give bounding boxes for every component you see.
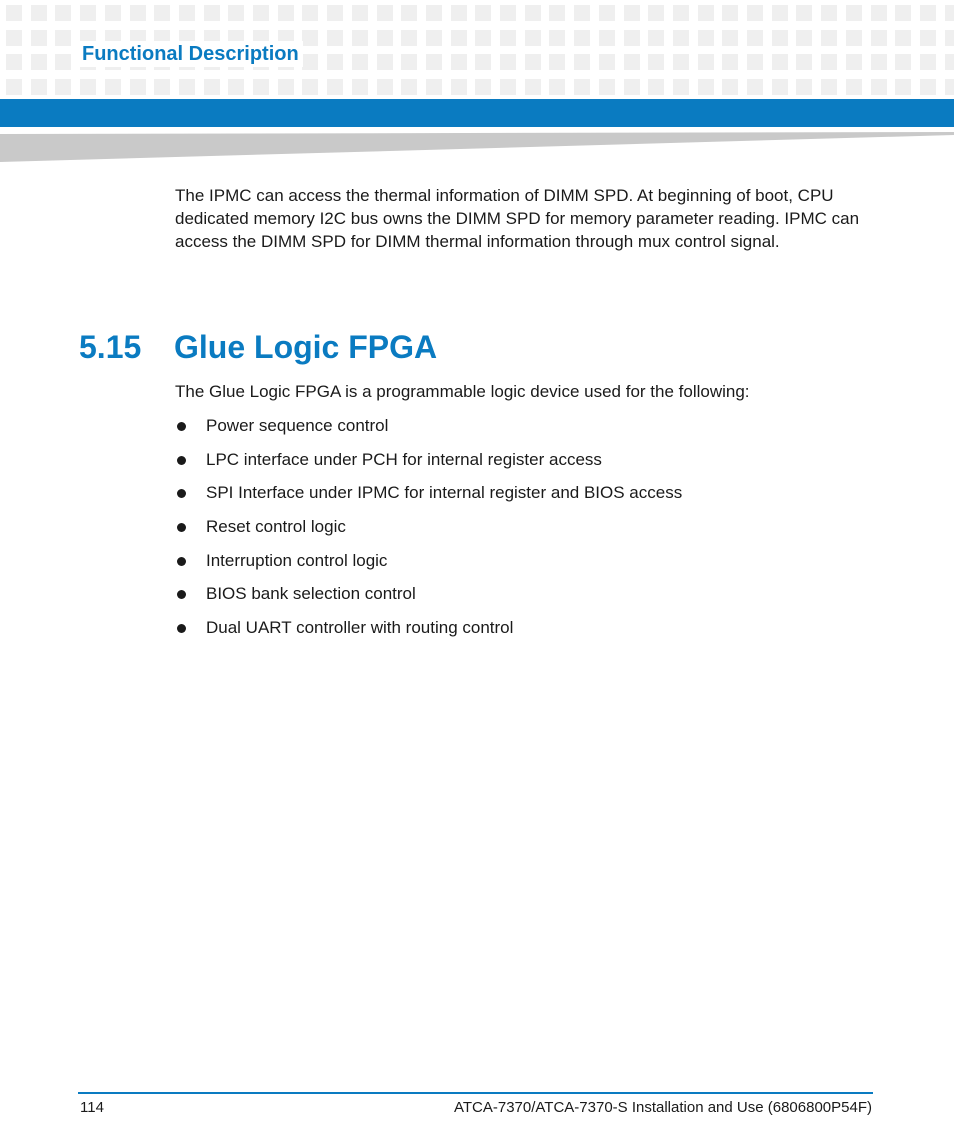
header-tile (698, 5, 714, 21)
header-blue-band (0, 99, 954, 127)
header-tile (6, 5, 22, 21)
header-tile (549, 79, 565, 95)
header-tile (426, 79, 442, 95)
header-tile (105, 79, 121, 95)
bullet-icon (177, 456, 186, 465)
header-tile (302, 30, 318, 46)
header-tile (525, 5, 541, 21)
header-tile (722, 79, 738, 95)
header-tile (130, 79, 146, 95)
header-tile (500, 79, 516, 95)
header-tile (772, 79, 788, 95)
header-tile (327, 79, 343, 95)
header-tile (55, 54, 71, 70)
header-tile (352, 54, 368, 70)
header-tile (31, 30, 47, 46)
header-tile (772, 5, 788, 21)
header-tile (698, 54, 714, 70)
header-tile (599, 54, 615, 70)
header-tile (475, 79, 491, 95)
header-tile (821, 30, 837, 46)
section-title: Functional Description (78, 41, 303, 67)
header-tile (574, 79, 590, 95)
header-tile (549, 30, 565, 46)
header-tile (747, 5, 763, 21)
header-tile (722, 5, 738, 21)
header-tile (228, 79, 244, 95)
header-tile (500, 54, 516, 70)
header-tile (204, 5, 220, 21)
header-tile (377, 5, 393, 21)
header-tile (673, 30, 689, 46)
list-item-text: Reset control logic (206, 517, 346, 537)
header-tile (302, 5, 318, 21)
header-tile (253, 79, 269, 95)
header-tile (599, 30, 615, 46)
heading-number: 5.15 (79, 329, 142, 365)
header-tile (945, 54, 954, 70)
page-number: 114 (80, 1099, 104, 1116)
header-tile (55, 5, 71, 21)
intro-text: The Glue Logic FPGA is a programmable logic device used for the following: (175, 382, 750, 401)
header-tile (401, 30, 417, 46)
header-tile (624, 54, 640, 70)
header-tile (895, 54, 911, 70)
header-tile (179, 79, 195, 95)
header-tile (648, 30, 664, 46)
header-tile (673, 5, 689, 21)
header-tile (549, 5, 565, 21)
footer-divider (78, 1092, 873, 1094)
header-tile (599, 79, 615, 95)
header-tile (253, 5, 269, 21)
header-tile (846, 79, 862, 95)
header-tile (105, 5, 121, 21)
header-tile (920, 54, 936, 70)
header-tile (722, 30, 738, 46)
header-tile (179, 5, 195, 21)
header-tile (327, 54, 343, 70)
header-tile (55, 30, 71, 46)
list-item-text: BIOS bank selection control (206, 584, 416, 604)
header-tile (624, 79, 640, 95)
header-tile (204, 79, 220, 95)
header-tile (722, 54, 738, 70)
list-item-text: Power sequence control (206, 416, 389, 435)
header-tile (698, 30, 714, 46)
bullet-icon (177, 557, 186, 566)
header-tile (327, 5, 343, 21)
header-tile (871, 30, 887, 46)
section-heading (79, 327, 437, 367)
header-tile (895, 79, 911, 95)
bullet-icon (177, 422, 186, 431)
header-tile (599, 5, 615, 21)
header-tile (574, 54, 590, 70)
header-tile (796, 5, 812, 21)
header-tile (673, 79, 689, 95)
header-tile (574, 30, 590, 46)
header-tile (624, 5, 640, 21)
header-tile (821, 5, 837, 21)
header-tile (871, 54, 887, 70)
header-tile (871, 79, 887, 95)
header-tile (525, 79, 541, 95)
header-tile (475, 30, 491, 46)
header-tile (31, 79, 47, 95)
header-tile (6, 79, 22, 95)
header-tile (895, 5, 911, 21)
header-tile (500, 5, 516, 21)
header-tile (574, 5, 590, 21)
header-tile (278, 79, 294, 95)
header-tile (31, 5, 47, 21)
header-tile (426, 54, 442, 70)
header-tile (6, 30, 22, 46)
header-tile (451, 5, 467, 21)
header-tile (945, 5, 954, 21)
header-tile (377, 30, 393, 46)
header-tile (525, 54, 541, 70)
header-tile (772, 30, 788, 46)
header-tile (426, 30, 442, 46)
list-item-text: Dual UART controller with routing control (206, 618, 514, 638)
header-tile (80, 5, 96, 21)
header-tile (648, 5, 664, 21)
header-tile (821, 54, 837, 70)
header-tile (451, 79, 467, 95)
header-tile (920, 79, 936, 95)
header-tile (772, 54, 788, 70)
header-tile (55, 79, 71, 95)
header-tile (549, 54, 565, 70)
header-tile (377, 79, 393, 95)
header-tile (920, 30, 936, 46)
header-tile (624, 30, 640, 46)
list-item-text: LPC interface under PCH for internal register access (206, 449, 602, 469)
header-tile (228, 5, 244, 21)
header-tile (31, 54, 47, 70)
list-item-text: Interruption control logic (206, 550, 388, 570)
header-tile (401, 5, 417, 21)
body-paragraph: The IPMC can access the thermal information of DIMM SPD. At beginning of boot, CPU dedicated memory I2C bus owns the DIMM SPD for memory parameter reading. IPMC can access the DIMM SPD for DIMM thermal information through mux control signal. (175, 186, 860, 251)
heading-title: Glue Logic FPGA (174, 329, 438, 365)
header-tile (673, 54, 689, 70)
header-tile (426, 5, 442, 21)
header-gray-swoosh (0, 132, 954, 164)
header-tile (451, 30, 467, 46)
header-tile (920, 5, 936, 21)
header-tile (352, 79, 368, 95)
header-tile (154, 5, 170, 21)
header-tile (6, 54, 22, 70)
header-tile (475, 54, 491, 70)
bullet-icon (177, 624, 186, 633)
header-tile (352, 5, 368, 21)
header-tile (945, 30, 954, 46)
header-tile (377, 54, 393, 70)
header-tile (648, 79, 664, 95)
header-tile (747, 54, 763, 70)
header-tile (846, 5, 862, 21)
header-tile (500, 30, 516, 46)
header-tile (945, 79, 954, 95)
header-tile (352, 30, 368, 46)
header-tile (698, 79, 714, 95)
bullet-icon (177, 590, 186, 599)
header-tile (302, 54, 318, 70)
header-tile (796, 54, 812, 70)
header-tile (278, 5, 294, 21)
header-tile (846, 54, 862, 70)
header-tile (648, 54, 664, 70)
header-tile (401, 54, 417, 70)
header-tile (154, 79, 170, 95)
header-tile (302, 79, 318, 95)
header-tile (846, 30, 862, 46)
header-tile (796, 30, 812, 46)
bullet-icon (177, 523, 186, 532)
header-tile (525, 30, 541, 46)
header-tile (895, 30, 911, 46)
header-tile (747, 79, 763, 95)
header-tile (821, 79, 837, 95)
header-tile (475, 5, 491, 21)
header-tile (130, 5, 146, 21)
header-tile (451, 54, 467, 70)
header-tile (80, 79, 96, 95)
list-item-text: SPI Interface under IPMC for internal register and BIOS access (206, 483, 683, 503)
header-tile (871, 5, 887, 21)
bullet-icon (177, 489, 186, 498)
header-tile (747, 30, 763, 46)
header-tile (796, 79, 812, 95)
header-tile (401, 79, 417, 95)
document-title: ATCA-7370/ATCA-7370-S Installation and Use (6806800P54F) (453, 1099, 872, 1116)
header-tile (327, 30, 343, 46)
